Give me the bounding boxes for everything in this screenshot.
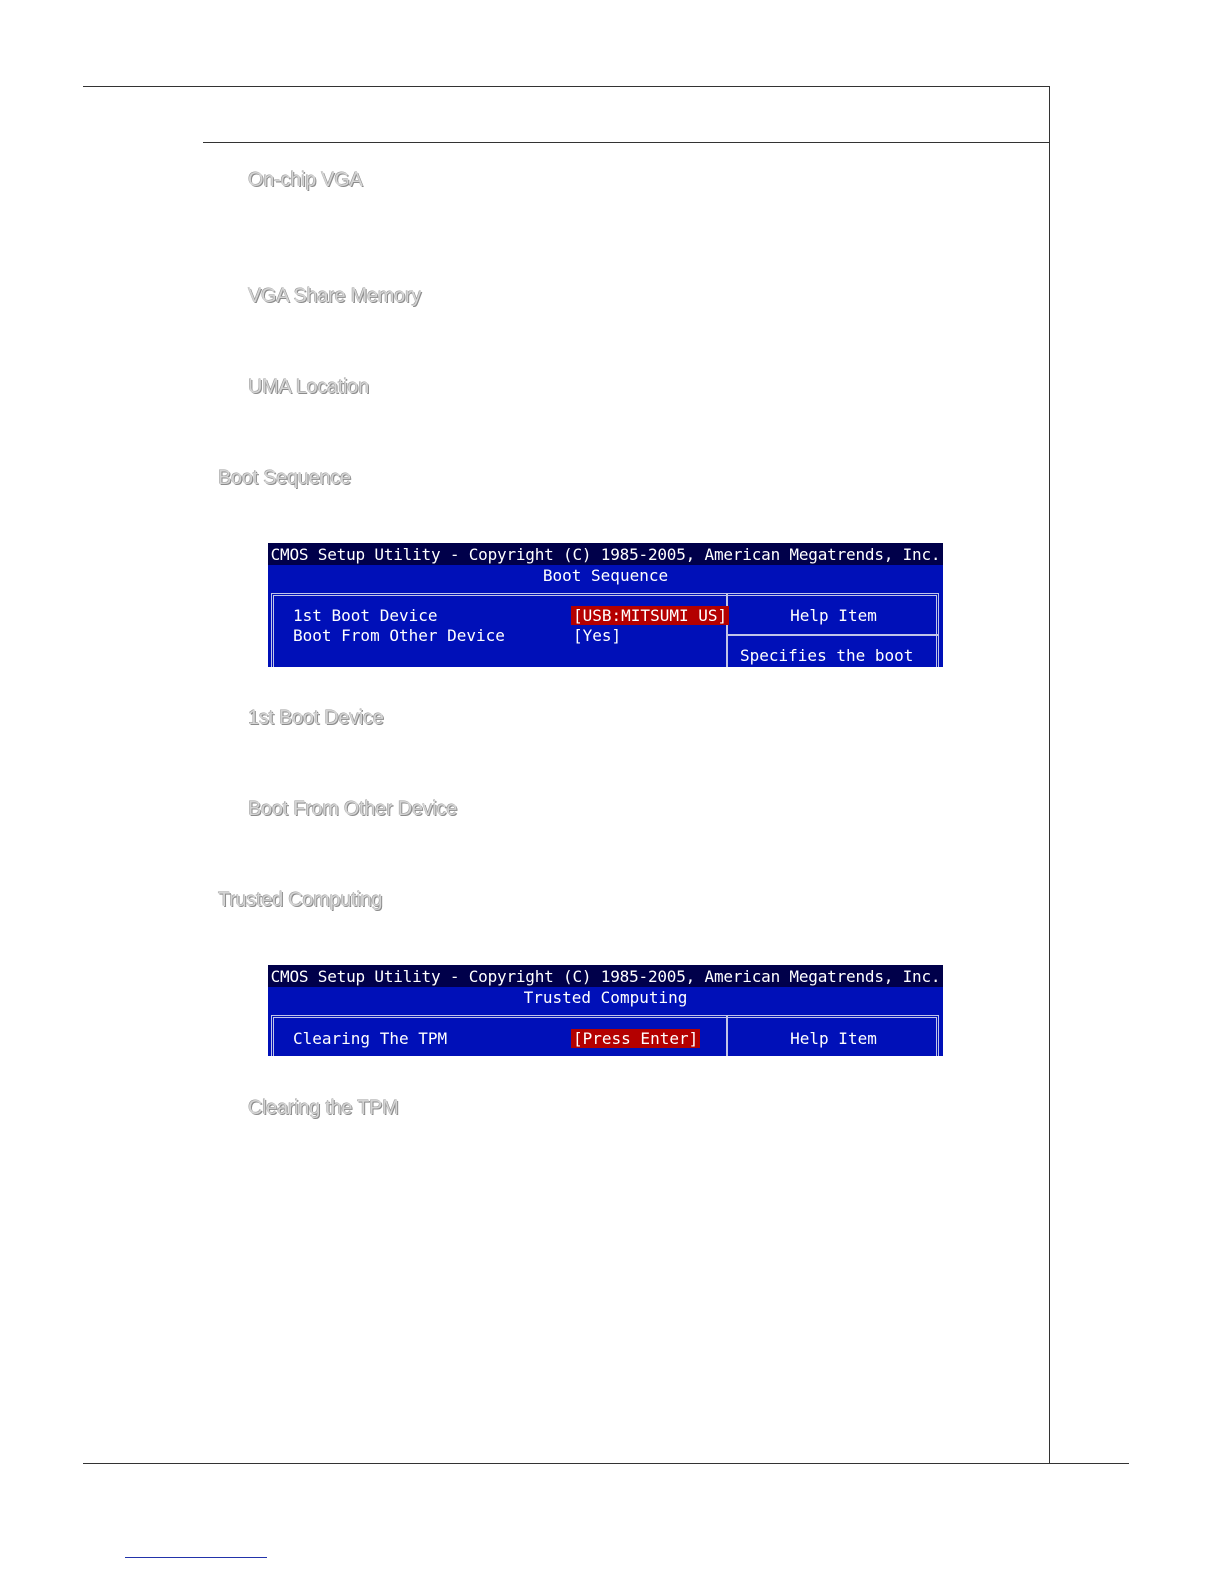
footer-underline <box>125 1557 267 1558</box>
bios-item-first-boot-device[interactable]: 1st Boot Device <box>293 606 438 625</box>
bios-title: CMOS Setup Utility - Copyright (C) 1985-2005, American Megatrends, Inc. <box>270 545 941 564</box>
right-margin-rule <box>1049 86 1050 1463</box>
top-rule <box>83 86 1050 87</box>
bottom-rule <box>83 1463 1129 1464</box>
heading-boot-from-other-device: Boot From Other Device <box>248 798 458 820</box>
bios-help-title: Help Item <box>790 606 877 625</box>
bios-item-boot-from-other-device[interactable]: Boot From Other Device <box>293 626 505 645</box>
bios-help-text: Specifies the boot <box>740 646 914 665</box>
bios-subtitle: Trusted Computing <box>523 988 688 1007</box>
bios-screen-trusted-computing <box>268 965 943 1056</box>
bios-screen-boot-sequence <box>268 543 943 667</box>
heading-trusted-computing: Trusted Computing <box>218 889 383 911</box>
bios-subtitle: Boot Sequence <box>542 566 669 585</box>
bios-title-bar <box>268 965 943 987</box>
bios-title: CMOS Setup Utility - Copyright (C) 1985-2005, American Megatrends, Inc. <box>270 967 941 986</box>
bios-title-bar <box>268 543 943 565</box>
bios-item-clearing-the-tpm[interactable]: Clearing The TPM <box>293 1029 448 1048</box>
heading-on-chip-vga: On-chip VGA <box>248 169 363 191</box>
heading-first-boot-device: 1st Boot Device <box>248 707 384 729</box>
heading-boot-sequence: Boot Sequence <box>218 467 351 489</box>
bios-help-divider <box>728 634 939 636</box>
bios-value-boot-from-other-device[interactable]: [Yes] <box>573 626 622 645</box>
heading-clearing-the-tpm: Clearing the TPM <box>248 1097 399 1119</box>
heading-uma-location: UMA Location <box>248 376 369 398</box>
bios-divider <box>726 593 728 667</box>
bios-value-clearing-the-tpm[interactable]: [Press Enter] <box>573 1029 699 1048</box>
heading-vga-share-memory: VGA Share Memory <box>248 285 422 307</box>
header-rule <box>203 142 1050 143</box>
bios-help-title: Help Item <box>790 1029 877 1048</box>
bios-value-first-boot-device[interactable]: [USB:MITSUMI US] <box>573 606 728 625</box>
